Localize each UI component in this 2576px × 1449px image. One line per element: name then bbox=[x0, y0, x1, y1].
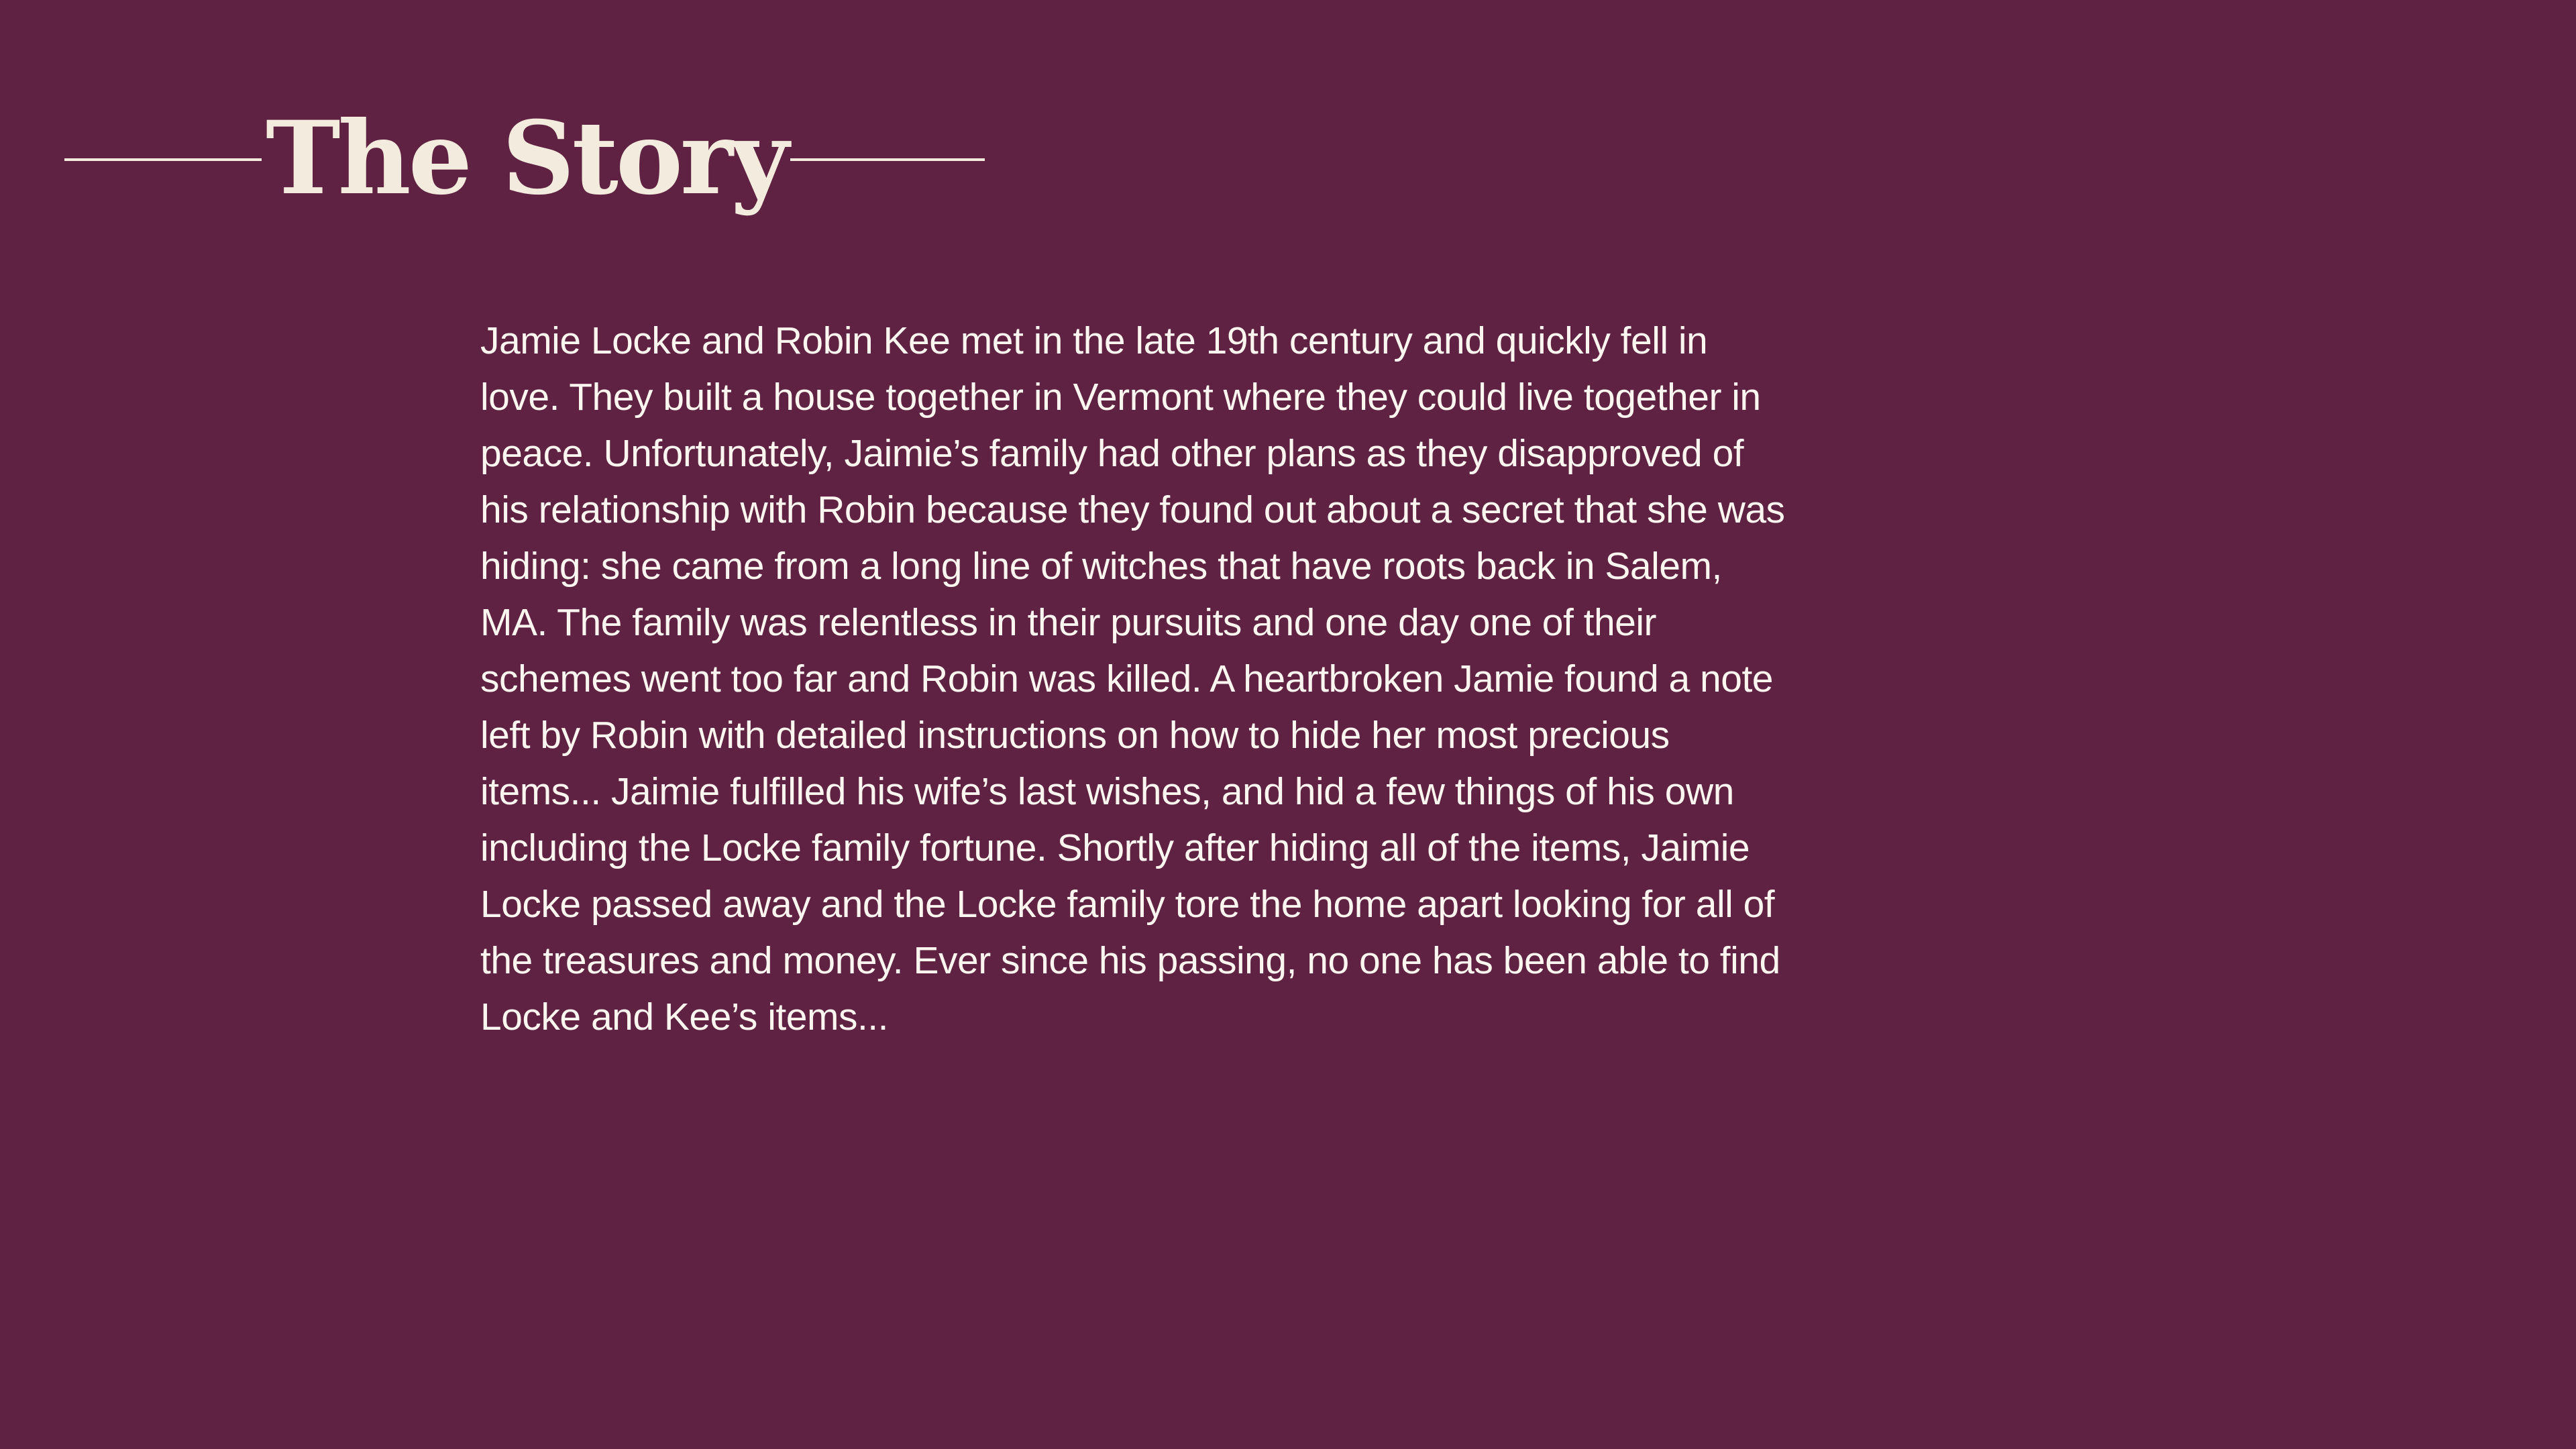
story-line-3: peace. Unfortunately, Jaimie’s family had other plans as they disapproved of bbox=[480, 432, 1744, 475]
slide-title: The Story bbox=[266, 99, 787, 217]
story-line-6: MA. The family was relentless in their pursuits and one day one of their bbox=[480, 601, 1657, 644]
story-line-13: Locke and Kee’s items... bbox=[480, 996, 888, 1038]
title-left-rule bbox=[64, 158, 262, 161]
story-line-5: hiding: she came from a long line of witches that have roots back in Salem, bbox=[480, 545, 1722, 588]
story-line-1: Jamie Locke and Robin Kee met in the late 19th century and quickly fell in bbox=[480, 319, 1708, 362]
story-line-8: left by Robin with detailed instructions on how to hide her most precious bbox=[480, 714, 1670, 757]
story-line-7: schemes went too far and Robin was killed. A heartbroken Jamie found a note bbox=[480, 657, 1773, 700]
story-line-4: his relationship with Robin because they found out about a secret that she was bbox=[480, 488, 1785, 531]
title-right-rule bbox=[790, 158, 985, 161]
story-line-9: items... Jaimie fulfilled his wife’s last wishes, and hid a few things of his own bbox=[480, 770, 1734, 813]
story-line-2: love. They built a house together in Vermont where they could live together in bbox=[480, 376, 1761, 419]
story-line-10: including the Locke family fortune. Shortly after hiding all of the items, Jaimie bbox=[480, 826, 1750, 869]
story-paragraph bbox=[480, 313, 1929, 1045]
story-line-11: Locke passed away and the Locke family tore the home apart looking for all of bbox=[480, 883, 1775, 926]
title-row bbox=[64, 93, 993, 227]
story-line-12: the treasures and money. Ever since his passing, no one has been able to find bbox=[480, 939, 1780, 982]
